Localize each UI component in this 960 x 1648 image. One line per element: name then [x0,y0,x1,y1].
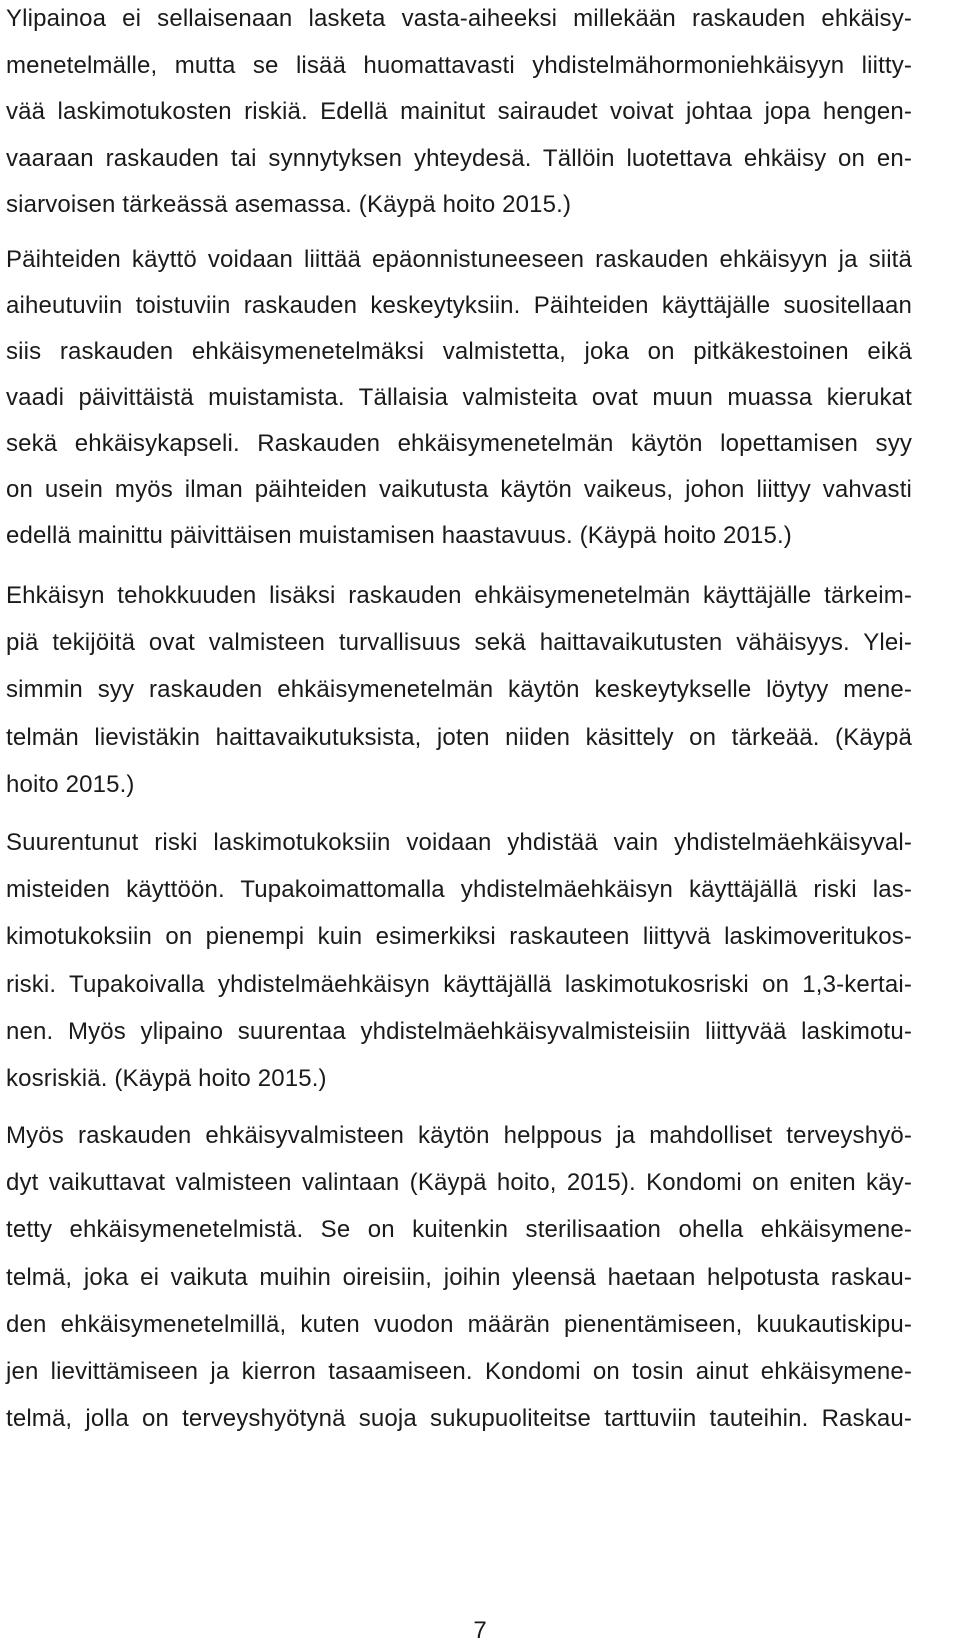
text-line: simmin syy raskauden ehkäisymenetelmän käytön keskeytykselle löytyy mene- [6,676,912,704]
text-line: telmä, jolla on terveyshyötynä suoja sukupuoliteitse tarttuviin tauteihin. Raskau- [6,1405,912,1433]
text-line: kimotukoksiin on pienempi kuin esimerkiksi raskauteen liittyvä laskimoveritukos- [6,923,912,951]
text-line: hoito 2015.) [6,770,135,798]
text-line: jen lievittämiseen ja kierron tasaamiseen. Kondomi on tosin ainut ehkäisymene- [6,1357,912,1385]
text-line: Päihteiden käyttö voidaan liittää epäonnistuneeseen raskauden ehkäisyyn ja siitä [6,246,912,273]
paragraph-2 [6,237,912,559]
text-line: telmän lievistäkin haittavaikutuksista, joten niiden käsittely on tärkeää. (Käypä [6,723,912,751]
text-line: den ehkäisymenetelmillä, kuten vuodon määrän pienentämiseen, kuukautiskipu- [6,1310,912,1338]
text-line: Ylipainoa ei sellaisenaan lasketa vasta-aiheeksi millekään raskauden ehkäisy- [6,5,912,32]
text-line: on usein myös ilman päihteiden vaikutusta käytön vaikeus, johon liittyy vahvasti [6,476,912,503]
text-line: siis raskauden ehkäisymenetelmäksi valmistetta, joka on pitkäkestoinen eikä [6,338,912,365]
text-line: misteiden käyttöön. Tupakoimattomalla yhdistelmäehkäisyn käyttäjällä riski las- [6,876,912,904]
paragraph-5 [6,1112,912,1442]
text-line: Myös raskauden ehkäisyvalmisteen käytön helppous ja mahdolliset terveyshyö- [6,1122,912,1149]
text-line: tetty ehkäisymenetelmistä. Se on kuitenkin sterilisaation ohella ehkäisymene- [6,1216,912,1244]
paragraph-3 [6,572,912,808]
text-line: aiheutuviin toistuviin raskauden keskeytyksiin. Päihteiden käyttäjälle suositellaan [6,292,912,319]
text-line: kosriskiä. (Käypä hoito 2015.) [6,1064,327,1092]
text-line: dyt vaikuttavat valmisteen valintaan (Käypä hoito, 2015). Kondomi on eniten käy- [6,1169,912,1197]
text-line: Ehkäisyn tehokkuuden lisäksi raskauden ehkäisymenetelmän käyttäjälle tärkeim- [6,582,912,609]
text-line: menetelmälle, mutta se lisää huomattavasti yhdistelmähormoniehkäisyyn liitty- [6,51,912,79]
text-line: riski. Tupakoivalla yhdistelmäehkäisyn käyttäjällä laskimotukosriski on 1,3-kertai- [6,970,912,998]
text-line: siarvoisen tärkeässä asemassa. (Käypä hoito 2015.) [6,191,572,218]
paragraph-1 [6,0,912,229]
text-line: nen. Myös ylipaino suurentaa yhdistelmäehkäisyvalmisteisiin liittyvää laskimotu- [6,1017,912,1045]
text-line: edellä mainittu päivittäisen muistamisen haastavuus. (Käypä hoito 2015.) [6,522,792,549]
page-number: 7 [473,1617,487,1644]
text-line: telmä, joka ei vaikuta muihin oireisiin, joihin yleensä haetaan helpotusta raskau- [6,1263,912,1291]
text-line: vää laskimotukosten riskiä. Edellä mainitut sairaudet voivat johtaa jopa hengen- [6,98,912,125]
text-line: piä tekijöitä ovat valmisteen turvallisuus sekä haittavaikutusten vähäisyys. Ylei- [6,629,912,657]
text-line: vaadi päivittäistä muistamista. Tällaisia valmisteita ovat muun muassa kierukat [6,384,912,411]
text-line: sekä ehkäisykapseli. Raskauden ehkäisymenetelmän käytön lopettamisen syy [6,430,912,457]
text-line: Suurentunut riski laskimotukoksiin voidaan yhdistää vain yhdistelmäehkäisyval- [6,829,912,856]
paragraph-4 [6,819,912,1102]
text-line: vaaraan raskauden tai synnytyksen yhteydesä. Tällöin luotettava ehkäisy on en- [6,144,912,172]
